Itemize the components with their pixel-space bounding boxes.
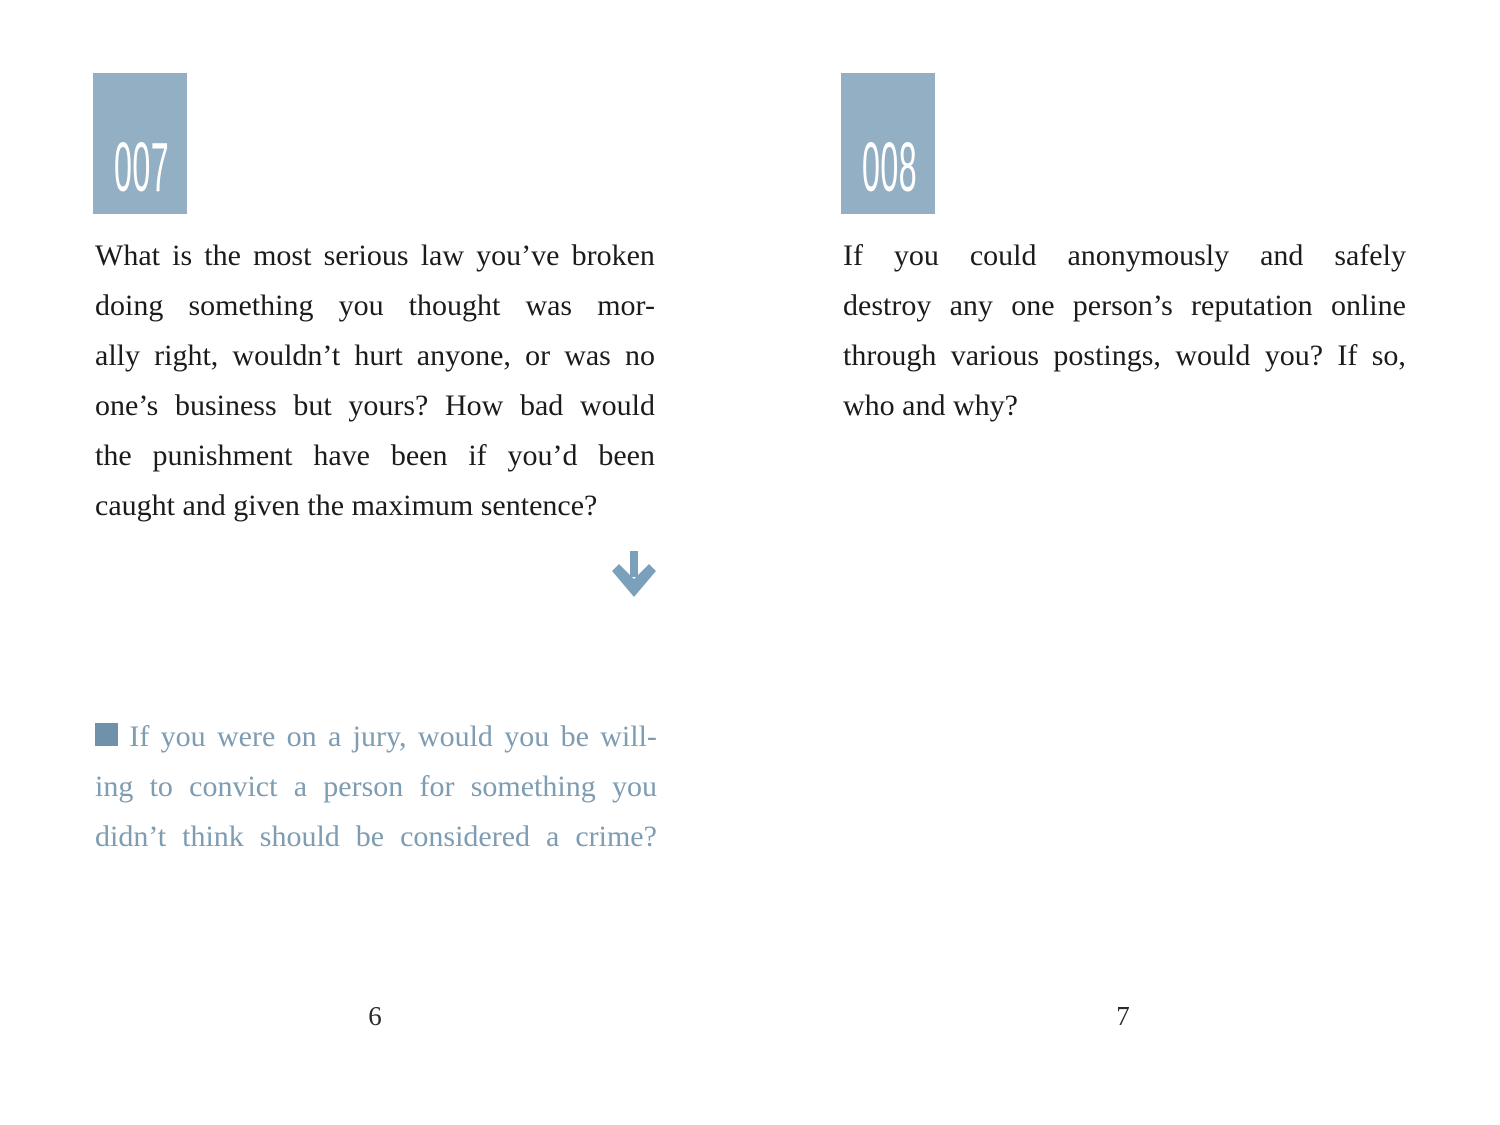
text-line: didn’t think should be considered a crime? bbox=[95, 820, 657, 853]
followup-question-text bbox=[95, 712, 657, 862]
text-line: If you were on a jury, would you be will- bbox=[95, 712, 657, 762]
text-line: one’s business but yours? How bad would bbox=[95, 389, 655, 422]
question-number: 007 bbox=[114, 128, 170, 206]
question-text bbox=[843, 231, 1406, 431]
text-line: ing to convict a person for something you bbox=[95, 770, 657, 803]
text-line: caught and given the maximum sentence? bbox=[95, 489, 598, 522]
down-arrow-icon bbox=[612, 551, 656, 601]
page-number: 6 bbox=[368, 1001, 382, 1031]
text-line: If you could anonymously and safely bbox=[843, 239, 1406, 272]
bullet-square-icon bbox=[95, 723, 118, 746]
text-line: What is the most serious law you’ve broken bbox=[95, 239, 655, 272]
question-number-badge bbox=[841, 73, 935, 214]
text-line: destroy any one person’s reputation online bbox=[843, 289, 1406, 322]
question-number-badge bbox=[93, 73, 187, 214]
right-page bbox=[750, 0, 1500, 1125]
text-line: doing something you thought was mor- bbox=[95, 289, 655, 322]
text-line: who and why? bbox=[843, 389, 1018, 422]
question-text bbox=[95, 231, 655, 531]
question-number: 008 bbox=[862, 128, 918, 206]
text-line: the punishment have been if you’d been bbox=[95, 439, 655, 472]
text-line: through various postings, would you? If so, bbox=[843, 339, 1406, 372]
text-line: ally right, wouldn’t hurt anyone, or was no bbox=[95, 339, 655, 372]
page-number: 7 bbox=[1116, 1001, 1130, 1031]
